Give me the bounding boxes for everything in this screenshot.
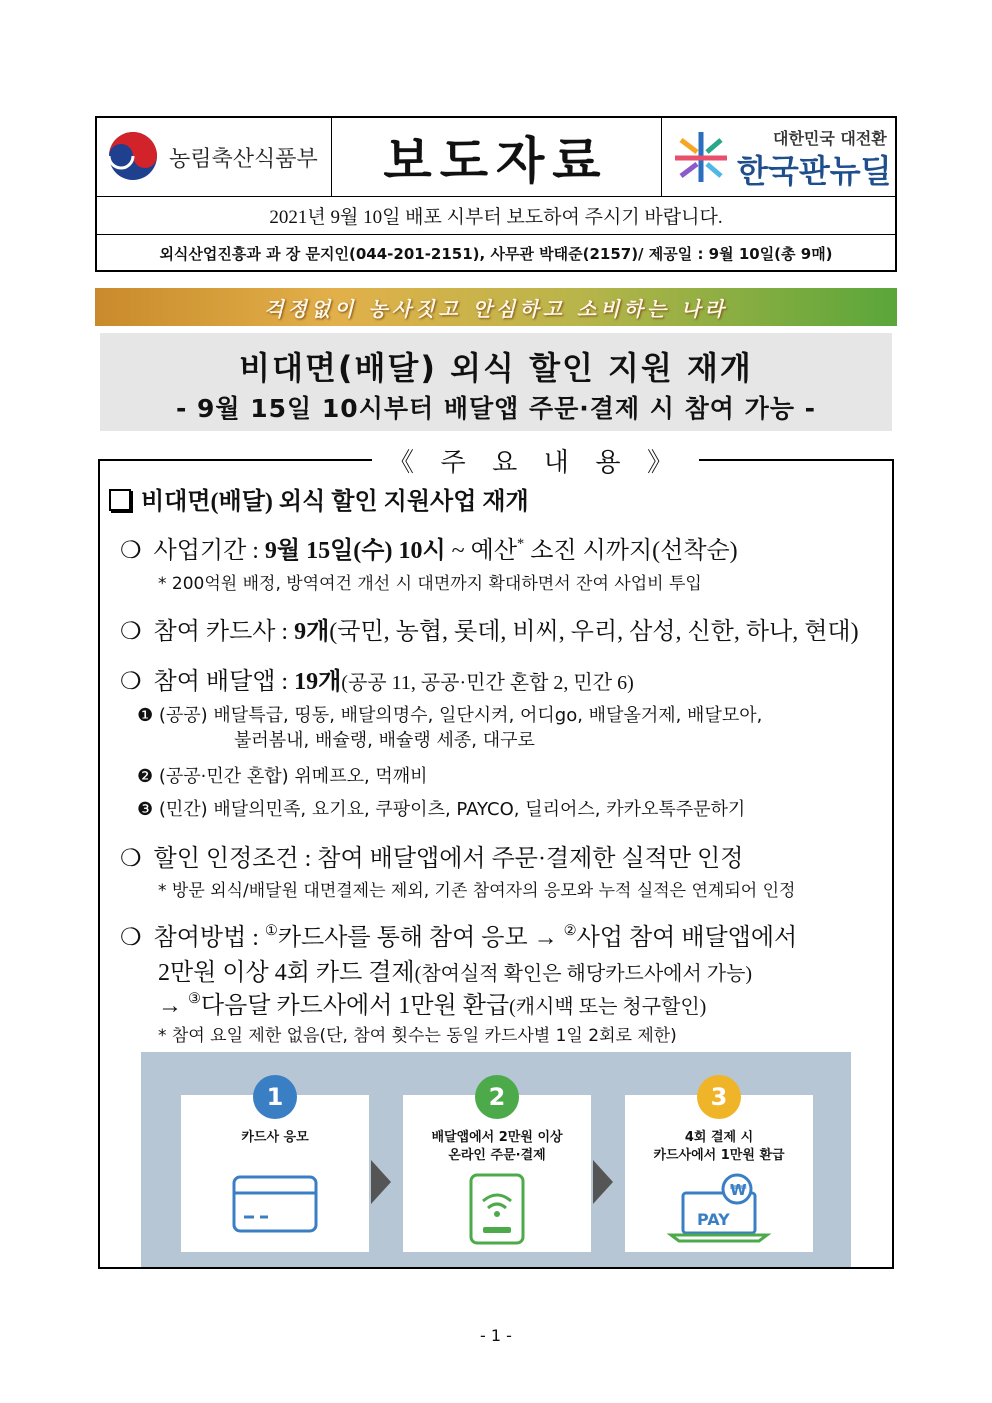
method-t1: 카드사를 통해 참여 응모 → <box>277 925 564 951</box>
step-card-1 <box>181 1083 369 1252</box>
apps-public-b: 불러봄내, 배슐랭, 배슐랭 세종, 대구로 <box>234 730 535 751</box>
method-t3: 2만원 이상 4회 카드 결제 <box>158 960 415 986</box>
apps-private-num: ❸ <box>137 799 154 820</box>
embargo-row <box>97 196 895 235</box>
method-line3 <box>158 985 706 1020</box>
method-t4-pre: → <box>158 993 188 1019</box>
wireless-payment-icon <box>469 1173 525 1245</box>
title-cell <box>331 118 662 196</box>
step-label-2b: 온라인 주문·결제 <box>448 1148 546 1163</box>
cards-label: 참여 카드사 : <box>153 619 295 645</box>
condition-item: ❍ 할인 인정조건 : 참여 배달앱에서 주문·결제한 실적만 인정 <box>120 846 744 872</box>
press-header-table <box>95 116 897 272</box>
method-item: ❍ 참여방법 : ①카드사를 통해 참여 응모 → ②사업 참여 배달앱에서 <box>120 922 798 951</box>
method-s1: ① <box>264 922 278 939</box>
credit-card-icon <box>232 1175 318 1233</box>
taegeuk-logo-icon <box>107 130 159 182</box>
method-t2: 사업 참여 배달앱에서 <box>576 925 798 951</box>
period-rest-a: ~ 예산 <box>445 538 518 564</box>
period-label: 사업기간 : <box>153 538 265 564</box>
headline-subtitle: - 9월 15일 10시부터 배달앱 주문·결제 시 참여 가능 - <box>175 394 817 423</box>
embargo-text: 2021년 9월 10일 배포 시부터 보도하여 주시기 바랍니다. <box>269 206 723 228</box>
section-title-text: 비대면(배달) 외식 할인 지원사업 재개 <box>141 489 529 515</box>
period-sup: * <box>517 535 525 552</box>
condition-note: * 방문 외식/배달원 대면결제는 제외, 기존 참여자의 응모와 누적 실적은 연계되어 인정 <box>158 881 796 901</box>
period-item: ❍ 사업기간 : 9월 15일(수) 10시 ~ 예산* 소진 시까지(선착순) <box>120 535 738 564</box>
period-bold: 9월 15일(수) 10시 <box>264 538 446 564</box>
period-rest-b: 소진 시까지(선착순) <box>524 538 738 564</box>
headline-title: 비대면(배달) 외식 할인 지원 재개 <box>239 349 753 387</box>
contact-text: 외식산업진흥과 과 장 문지인(044-201-2151), 사무관 박태준(2157)/ 제공일 : 9월 10일(총 9매) <box>159 244 833 263</box>
apps-bold: 19개 <box>294 669 342 695</box>
process-diagram <box>141 1052 851 1267</box>
arrow-icon <box>593 1160 613 1204</box>
step-badge-3: 3 <box>697 1075 741 1119</box>
press-release-title: 보도자료 <box>383 132 609 190</box>
apps-private-line <box>137 795 745 821</box>
checkbox-square-icon <box>109 489 131 511</box>
apps-label: 참여 배달앱 : <box>153 669 295 695</box>
contact-row <box>97 234 895 272</box>
step-label-1 <box>181 1129 369 1147</box>
step-badge-2: 2 <box>475 1075 519 1119</box>
slogan-banner <box>95 288 897 326</box>
arrow-icon <box>371 1160 391 1204</box>
pay-laptop-icon <box>667 1171 771 1243</box>
apps-item: ❍ 참여 배달앱 : 19개(공공 11, 공공·민간 혼합 2, 민간 6) <box>120 669 634 695</box>
cards-rest: (국민, 농협, 롯데, 비씨, 우리, 삼성, 신한, 하나, 현대) <box>329 619 859 645</box>
slogan-text: 걱정없이 농사짓고 안심하고 소비하는 나라 <box>264 296 728 321</box>
newdeal-name: 한국판뉴딜 <box>737 152 892 190</box>
method-line2 <box>158 952 752 987</box>
cards-item: ❍ 참여 카드사 : 9개(국민, 농협, 롯데, 비씨, 우리, 삼성, 신한, 하나, 현대) <box>120 619 859 645</box>
step-badge-1: 1 <box>253 1075 297 1119</box>
apps-public-line <box>137 701 762 727</box>
svg-text:PAY: PAY <box>697 1210 730 1229</box>
section-title <box>109 481 529 516</box>
newdeal-slogan: 대한민국 대전환 <box>773 129 887 148</box>
apps-public-a: (공공) 배달특급, 띵동, 배달의명수, 일단시켜, 어디go, 배달올거제, 배달모아, <box>158 705 763 726</box>
header-top-row <box>97 118 895 197</box>
method-s3: ③ <box>188 990 201 1007</box>
step-label-2a: 배달앱에서 2만원 이상 <box>431 1130 563 1145</box>
apps-rest: (공공 11, 공공·민간 혼합 2, 민간 6) <box>341 672 634 694</box>
apps-private: (민간) 배달의민족, 요기요, 쿠팡이츠, PAYCO, 딜리어스, 카카오톡주문하기 <box>158 799 746 820</box>
newdeal-logo-cell <box>661 118 897 196</box>
method-note: * 참여 요일 제한 없음(단, 참여 횟수는 동일 카드사별 1일 2회로 제한) <box>158 1026 677 1046</box>
page-number: - 1 - <box>480 1326 512 1345</box>
period-note: * 200억원 배정, 방역여건 개선 시 대면까지 확대하면서 잔여 사업비 투입 <box>158 574 702 594</box>
condition-text: 할인 인정조건 : 참여 배달앱에서 주문·결제한 실적만 인정 <box>153 846 744 872</box>
cards-bold: 9개 <box>294 619 330 645</box>
method-t3-small: (참여실적 확인은 해당카드사에서 가능) <box>414 963 753 985</box>
step-label-2 <box>403 1129 591 1165</box>
step-card-2 <box>403 1083 591 1252</box>
method-s2: ② <box>563 922 577 939</box>
step-label-3b: 카드사에서 1만원 환급 <box>653 1148 785 1163</box>
step-label-3a: 4회 결제 시 <box>684 1130 754 1145</box>
ministry-logo-cell <box>97 118 332 196</box>
newdeal-logo-icon <box>671 128 731 186</box>
svg-text:₩: ₩ <box>730 1181 747 1199</box>
apps-mixed-line <box>137 762 428 788</box>
summary-label: 《 주 요 내 용 》 <box>372 442 699 479</box>
method-t4-small: (캐시백 또는 청구할인) <box>509 996 707 1018</box>
method-label: 참여방법 : <box>153 925 265 951</box>
method-t4: 다음달 카드사에서 1만원 환급 <box>200 993 510 1019</box>
apps-public-num: ❶ <box>137 705 154 726</box>
step-label-1a: 카드사 응모 <box>241 1130 309 1145</box>
apps-mixed-num: ❷ <box>137 766 154 787</box>
ministry-name: 농림축산식품부 <box>169 147 318 172</box>
step-label-3 <box>625 1129 813 1165</box>
headline-box <box>100 333 892 431</box>
step-card-3 <box>625 1083 813 1252</box>
apps-mixed: (공공·민간 혼합) 위메프오, 먹깨비 <box>158 766 428 787</box>
